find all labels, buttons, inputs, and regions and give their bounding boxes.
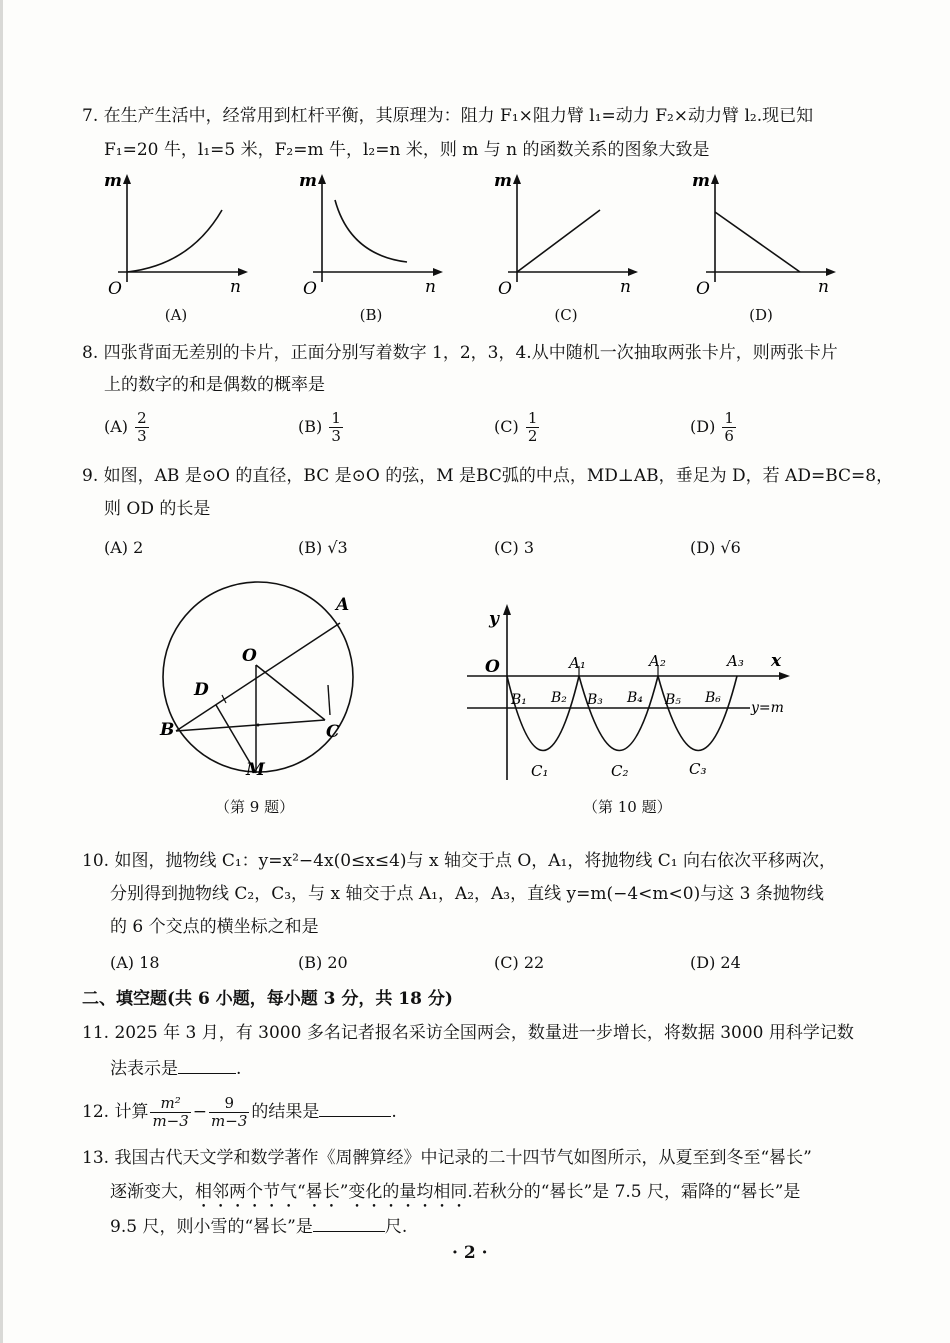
q8-c-num: 1	[527, 409, 538, 427]
q12-answer-blank[interactable]	[319, 1098, 391, 1117]
q12-post: 的结果是	[251, 1102, 320, 1122]
q7b-origin: O	[303, 279, 317, 299]
q10-label-b2: B₂	[551, 690, 567, 706]
q10-caption: （第 10 题）	[583, 798, 672, 816]
q10-label-a3: A₃	[727, 652, 744, 670]
q8-option-b	[298, 410, 345, 445]
q10-line2: 分别得到抛物线 C₂，C₃，与 x 轴交于点 A₁，A₂，A₃，直线 y=m(−4<m<0)与这 3 条抛物线	[110, 884, 824, 904]
q10-option-a	[110, 952, 160, 974]
q13-number: 13.	[82, 1148, 110, 1168]
q7c-axis-n: n	[620, 277, 631, 297]
q10-text-1: 如图，抛物线 C₁：y=x²−4x(0≤x≤4)与 x 轴交于点 O，A₁，将抛物线 C₁ 向右依次平移两次，	[114, 851, 837, 871]
q13-text-2a: 逐渐变大，	[110, 1182, 195, 1202]
q10-label-b3: B₃	[587, 692, 603, 708]
q8-line1	[82, 341, 838, 365]
q8-option-a-fraction	[135, 410, 149, 445]
q7-option-c: (C)	[554, 306, 578, 324]
q9-label-o: O	[242, 646, 257, 666]
q12-end: .	[391, 1102, 397, 1122]
q7-graph-b	[295, 170, 455, 305]
q12-f2-num: 9	[209, 1095, 249, 1113]
q8-number: 8.	[82, 343, 99, 363]
q11-text-2: 法表示是	[110, 1059, 178, 1079]
q10-label-a1: A₁	[569, 654, 586, 672]
q10-figure	[465, 600, 795, 785]
q9-a-value: 2	[133, 538, 144, 557]
q12-f1-num: m²	[150, 1095, 190, 1113]
q8-line2: 上的数字的和是偶数的概率是	[104, 375, 325, 395]
q8-option-a-label: (A)	[104, 417, 129, 436]
q9-option-a	[104, 537, 143, 559]
q11-end: .	[236, 1059, 242, 1079]
q10-label-b4: B₄	[627, 690, 643, 706]
q7a-axis-n: n	[230, 277, 241, 297]
q8-c-den: 2	[527, 427, 538, 445]
q10-a-label: (A)	[110, 953, 135, 972]
q7a-origin: O	[108, 279, 122, 299]
q9-label-m: M	[246, 760, 265, 780]
q10-label-c1: C₁	[531, 762, 549, 780]
q7d-axis-m: m	[692, 171, 710, 191]
q10-label-b1: B₁	[511, 692, 527, 708]
q12-f1-den: m−3	[152, 1112, 189, 1130]
q9-option-c	[494, 537, 534, 559]
q9-figure	[150, 575, 370, 785]
q8-option-c	[494, 410, 541, 445]
q9-option-d	[690, 537, 741, 559]
q9-line2: 则 OD 的长是	[104, 499, 211, 519]
q8-option-b-label: (B)	[298, 417, 323, 436]
q9-line1	[82, 464, 893, 488]
q8-d-num: 1	[724, 409, 734, 427]
q9-label-a: A	[336, 595, 350, 615]
q10-label-c3: C₃	[689, 760, 707, 778]
q10-number: 10.	[82, 851, 110, 871]
q10-option-c	[494, 952, 544, 974]
q8-option-c-fraction	[526, 410, 540, 445]
q9-c-value: 3	[523, 538, 535, 557]
q10-a-value: 18	[139, 953, 160, 972]
q12-f2-den: m−3	[211, 1112, 248, 1130]
q12-line	[82, 1092, 397, 1132]
q12-number: 12.	[82, 1102, 110, 1122]
q9-caption: （第 9 题）	[215, 798, 295, 816]
q8-option-c-label: (C)	[494, 417, 519, 436]
q8-a-den: 3	[137, 427, 147, 445]
q7a-axis-m: m	[104, 171, 122, 191]
q10-line3: 的 6 个交点的横坐标之和是	[110, 917, 319, 937]
q13-end: 尺.	[384, 1217, 408, 1237]
q7-line2: F₁=20 牛，l₁=5 米，F₂=m 牛，l₂=n 米，则 m 与 n 的函数关系的图象大致是	[104, 140, 710, 160]
q13-line3	[110, 1213, 407, 1239]
q13-text-1: 我国古代天文学和数学著作《周髀算经》中记录的二十四节气如图所示，从夏至到冬至“晷长”	[114, 1148, 812, 1168]
q9-d-label: (D)	[690, 538, 716, 557]
q13-text-3: 9.5 尺，则小雪的“晷长”是	[110, 1217, 313, 1237]
q7-graph-d	[688, 170, 848, 305]
q9-label-d: D	[194, 680, 209, 700]
q11-line1	[82, 1021, 854, 1045]
q12-fraction-1	[150, 1095, 190, 1130]
q10-c-value: 22	[523, 953, 545, 972]
q9-a-label: (A)	[104, 538, 129, 557]
q7d-axis-n: n	[818, 277, 829, 297]
section-2-heading: 二、填空题(共 6 小题，每小题 3 分，共 18 分)	[82, 989, 453, 1009]
q10-label-y: y	[489, 609, 499, 629]
q8-b-num: 1	[331, 409, 341, 427]
q9-c-label: (C)	[494, 538, 519, 557]
q8-b-den: 3	[331, 427, 341, 445]
q9-option-b	[298, 537, 348, 559]
q8-option-d	[690, 410, 738, 445]
q13-answer-blank[interactable]	[313, 1213, 385, 1232]
q10-label-ym: y=m	[751, 700, 784, 716]
q10-b-value: 20	[327, 953, 348, 972]
q9-number: 9.	[82, 466, 99, 486]
q11-number: 11.	[82, 1023, 110, 1043]
q10-label-a2: A₂	[649, 652, 666, 670]
q12-fraction-2	[209, 1095, 249, 1130]
q10-label-x: x	[771, 651, 782, 671]
q10-option-b	[298, 952, 348, 974]
q10-label-o: O	[485, 657, 500, 677]
q7-option-a: (A)	[164, 306, 188, 324]
q8-option-d-fraction	[722, 410, 736, 445]
q10-b-label: (B)	[298, 953, 323, 972]
q12-minus: −	[192, 1102, 208, 1122]
q10-line1	[82, 849, 836, 873]
q10-d-value: 24	[720, 953, 741, 972]
q8-text-1: 四张背面无差别的卡片，正面分别写着数字 1，2，3，4.从中随机一次抽取两张卡片，则两张卡片	[103, 343, 838, 363]
q8-option-d-label: (D)	[690, 417, 716, 436]
q7-option-d: (D)	[749, 306, 773, 324]
q9-label-c: C	[326, 722, 340, 742]
q10-option-d	[690, 952, 741, 974]
q9-text-1: 如图，AB 是⊙O 的直径，BC 是⊙O 的弦，M 是BC弧的中点，MD⊥AB，垂足为 D，若 AD=BC=8，	[103, 466, 894, 486]
q8-option-b-fraction	[329, 410, 343, 445]
q10-label-b6: B₆	[705, 690, 721, 706]
q10-c-label: (C)	[494, 953, 519, 972]
q9-b-value: √3	[327, 538, 348, 557]
q13-line2	[110, 1180, 800, 1212]
q9-d-value: √6	[720, 538, 741, 557]
q7-number: 7.	[82, 106, 99, 126]
q8-a-num: 2	[137, 409, 147, 427]
q10-label-c2: C₂	[611, 762, 629, 780]
q11-answer-blank[interactable]	[178, 1055, 236, 1074]
q11-text-1: 2025 年 3 月，有 3000 多名记者报名采访全国两会，数量进一步增长，将数据 3000 用科学记数	[114, 1023, 854, 1043]
q12-pre: 计算	[114, 1102, 149, 1122]
q7d-origin: O	[696, 279, 710, 299]
page-edge	[0, 0, 3, 1343]
q10-label-b5: B₅	[665, 692, 681, 708]
q7b-axis-m: m	[299, 171, 317, 191]
q7c-origin: O	[498, 279, 512, 299]
q13-text-2b: .若秋分的“晷长”是 7.5 尺，霜降的“晷长”是	[467, 1182, 801, 1202]
q7c-axis-m: m	[494, 171, 512, 191]
q7-line1	[82, 104, 813, 128]
q7-graph-c	[490, 170, 650, 305]
q11-line2	[110, 1055, 241, 1081]
q8-d-den: 6	[724, 427, 734, 445]
q13-line1	[82, 1146, 812, 1170]
page-number: · 2 ·	[452, 1243, 488, 1263]
q7-graph-a	[100, 170, 260, 305]
q8-option-a	[104, 410, 151, 445]
q13-emphasized-text: 相邻两个节气“晷长”变化的量均相同	[195, 1182, 468, 1202]
q7-option-b: (B)	[359, 306, 383, 324]
q9-b-label: (B)	[298, 538, 323, 557]
q9-label-b: B	[160, 720, 175, 740]
q7b-axis-n: n	[425, 277, 436, 297]
q10-d-label: (D)	[690, 953, 716, 972]
q7-text-1: 在生产生活中，经常用到杠杆平衡，其原理为：阻力 F₁×阻力臂 l₁=动力 F₂×动力臂 l₂.现已知	[103, 106, 814, 126]
